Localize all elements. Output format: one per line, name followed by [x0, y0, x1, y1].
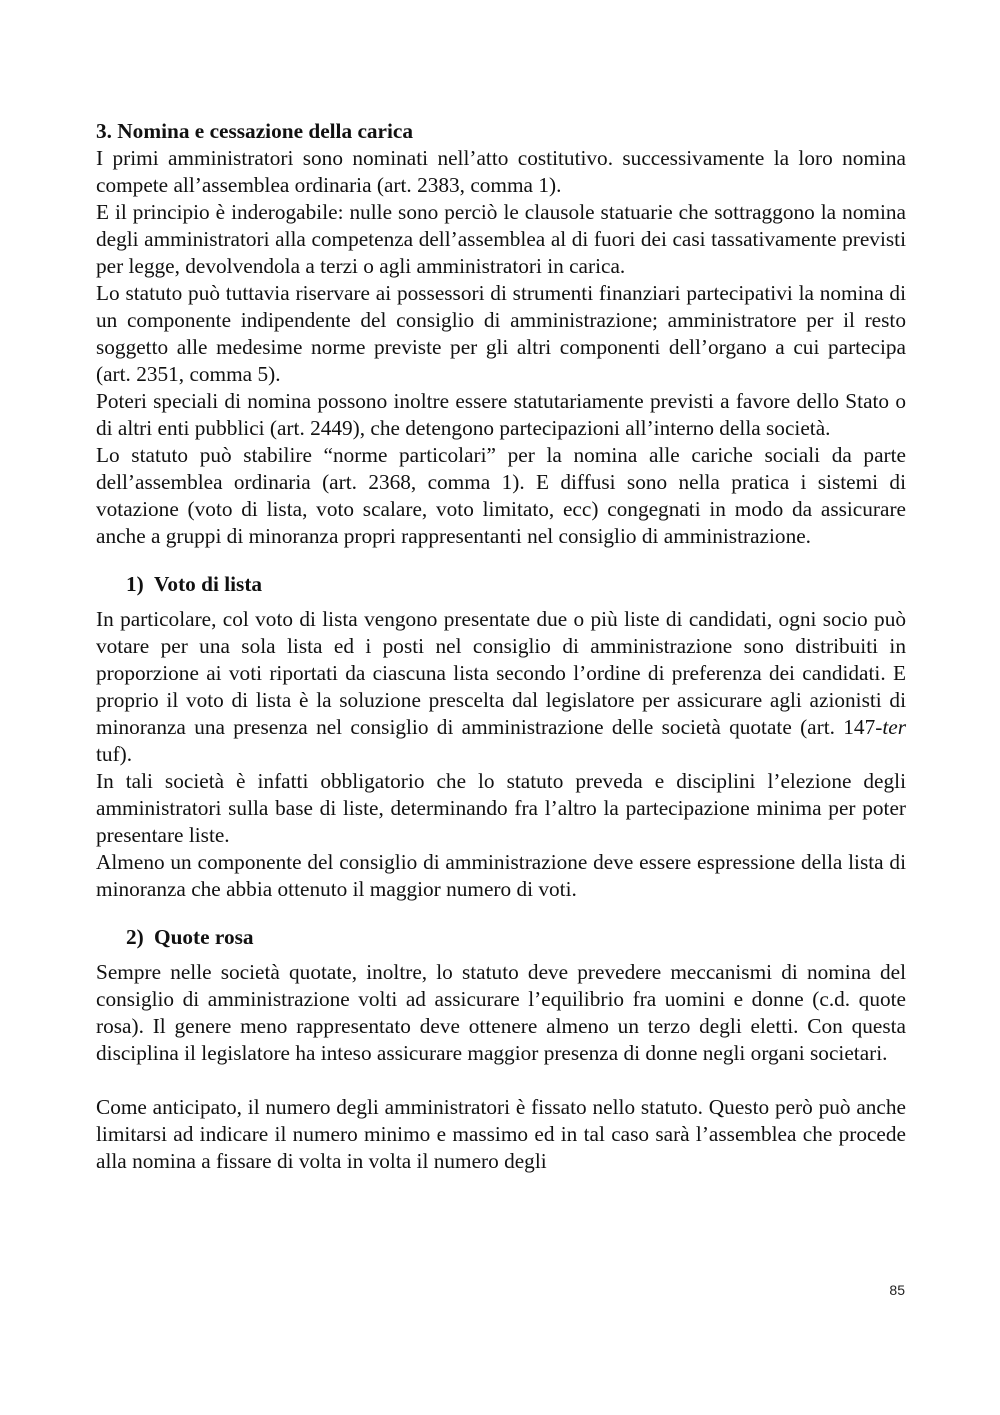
page-number: 85	[889, 1282, 905, 1298]
paragraph: Lo statuto può stabilire “norme particolari” per la nomina alle cariche sociali da parte dell’assemblea ordinaria (art. 2368, comma 1). E diffusi sono nella pratica i sistemi di votazione (voto di lista, voto scalare, voto limitato, ecc) congegnati in modo da assicurare anche a gruppi di minoranza propri rappresentanti nel consiglio di amministrazione.	[96, 443, 906, 548]
paragraph: In tali società è infatti obbligatorio che lo statuto preveda e disciplini l’elezione degli amministratori sulla base di liste, determinando fra l’altro la partecipazione minima per poter presentare liste.	[96, 769, 906, 847]
paragraph-text: In particolare, col voto di lista vengono presentate due o più liste di candidati, ogni socio può votare per una sola lista ed i posti nel consiglio di amministrazione sono distribuiti in proporzione ai voti riportati da ciascuna lista secondo l’ordine di preferenza dei candidati. E proprio il voto di lista è la soluzione prescelta dal legislatore per assicurare agli azionisti di minoranza una presenza nel consiglio di amministrazione delle società quotate (art. 147-	[96, 607, 906, 739]
paragraph: E il principio è inderogabile: nulle sono perciò le clausole statuarie che sottraggono la nomina degli amministratori alla competenza dell’assemblea al di fuori dei casi tassativamente previsti per legge, devolvendola a terzi o agli amministratori in carica.	[96, 200, 906, 278]
subsection-heading-quote-rosa	[96, 924, 906, 951]
paragraph: Sempre nelle società quotate, inoltre, lo statuto deve prevedere meccanismi di nomina del consiglio di amministrazione volti ad assicurare l’equilibrio fra uomini e donne (c.d. quote rosa). Il genere meno rappresentato deve ottenere almeno un terzo degli eletti. Con questa disciplina il legislatore ha inteso assicurare maggior presenza di donne negli organi societari.	[96, 960, 906, 1065]
subsection-title: Quote rosa	[154, 925, 254, 949]
section-title: 3. Nomina e cessazione della carica	[96, 119, 414, 143]
subsection-number: 1)	[126, 572, 144, 596]
paragraph: Poteri speciali di nomina possono inoltre essere statutariamente previsti a favore dello Stato o di altri enti pubblici (art. 2449), che detengono partecipazioni all’interno della società.	[96, 389, 906, 440]
document-page	[96, 118, 906, 1175]
subsection-number: 2)	[126, 925, 144, 949]
paragraph-text: tuf).	[96, 742, 133, 766]
paragraph: Come anticipato, il numero degli amministratori è fissato nello statuto. Questo però può anche limitarsi ad indicare il numero minimo e massimo ed in tal caso sarà l’assemblea che procede alla nomina a fissare di volta in volta il numero degli	[96, 1095, 906, 1173]
paragraph: Lo statuto può tuttavia riservare ai possessori di strumenti finanziari partecipativi la nomina di un componente indipendente del consiglio di amministrazione; amministratore per il resto soggetto alle medesime norme previste per gli altri componenti dell’organo a cui partecipa (art. 2351, comma 5).	[96, 281, 906, 386]
italic-text: ter	[882, 715, 906, 739]
paragraph: I primi amministratori sono nominati nell’atto costitutivo. successivamente la loro nomina compete all’assemblea ordinaria (art. 2383, comma 1).	[96, 146, 906, 197]
paragraph: Almeno un componente del consiglio di amministrazione deve essere espressione della lista di minoranza che abbia ottenuto il maggior numero di voti.	[96, 850, 906, 901]
subsection-heading-voto-di-lista	[96, 571, 906, 598]
paragraph	[96, 606, 906, 768]
subsection-title: Voto di lista	[154, 572, 263, 596]
